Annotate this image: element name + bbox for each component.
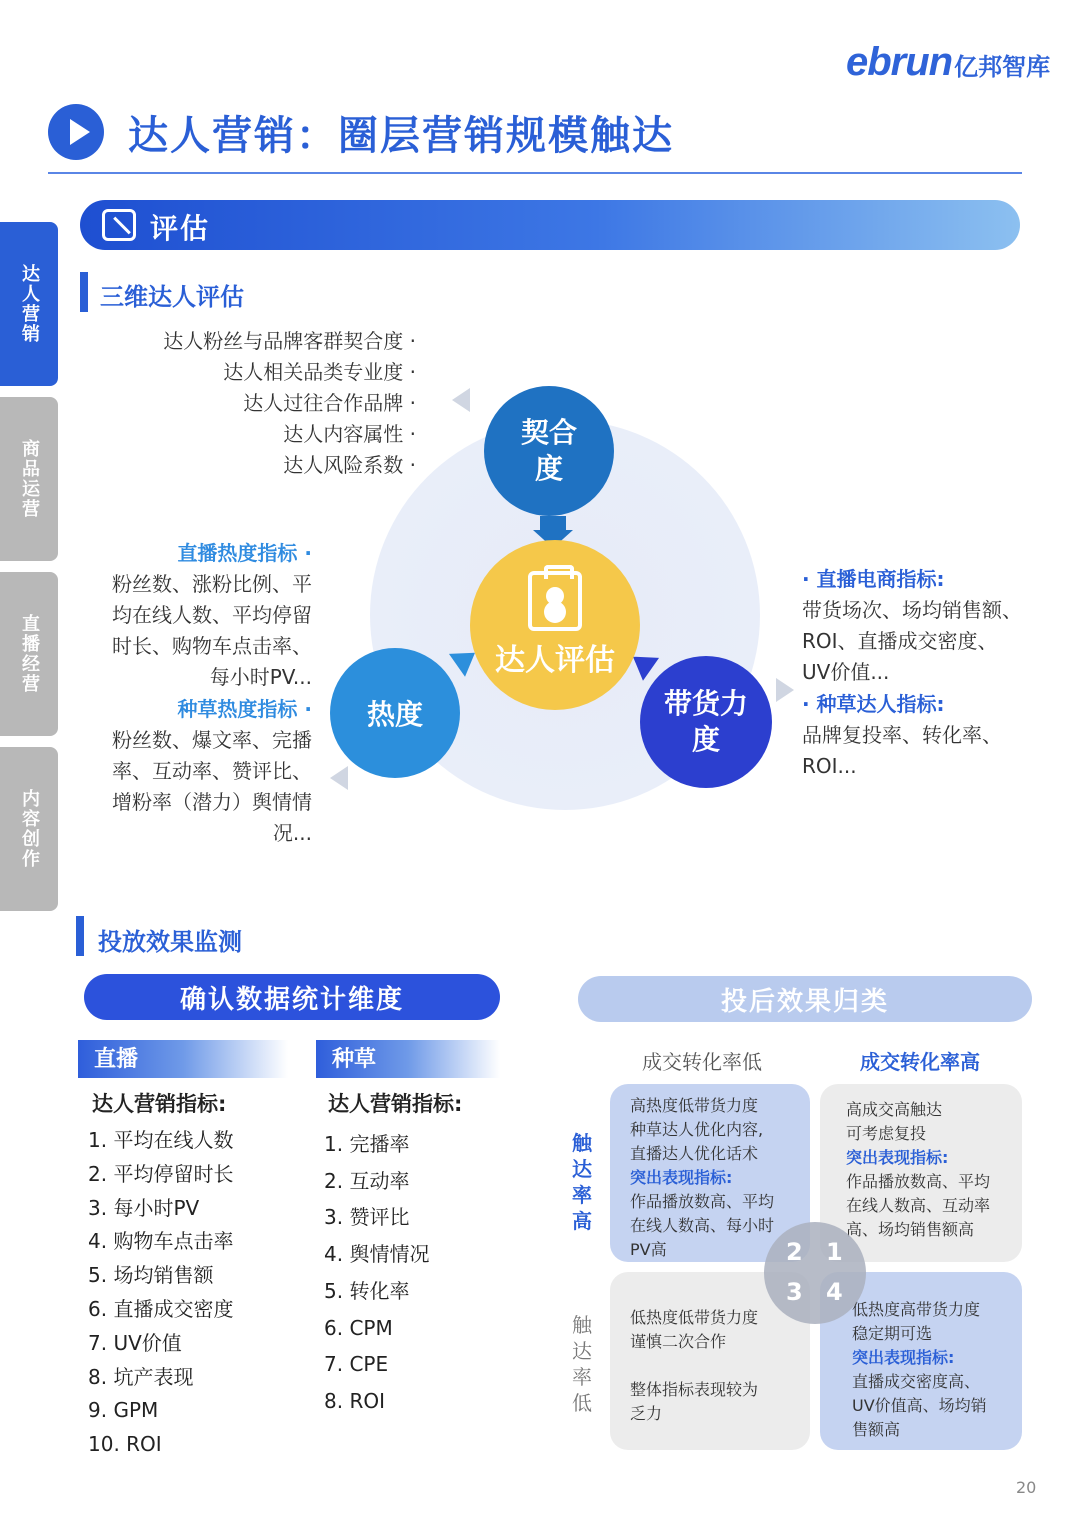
side-tab-product[interactable] [0,397,58,561]
live-sales-title: · 直播电商指标: [802,567,945,591]
side-tab-influencer[interactable] [0,222,58,386]
fit-circle [484,386,614,516]
list-item: 3. 赞评比 [324,1205,410,1230]
quad-line: 低热度高带货力度 [852,1300,981,1319]
side-tab-label: 直播经营 [19,614,40,694]
monitor-title: 投放效果监测 [98,928,242,956]
quad-detail: UV价值高、场均销 [852,1396,987,1415]
list-item: 10. ROI [88,1432,162,1457]
quad-detail: 高、场均销售额高 [846,1220,975,1239]
live-sales-line: 带货场次、场均销售额、 [802,598,1022,622]
list-item: 9. GPM [88,1398,159,1423]
side-tab-label: 达人营销 [19,264,40,344]
fit-item: 达人过往合作品牌 · [243,391,416,415]
list-item: 8. ROI [324,1388,385,1413]
list-item: 2. 互动率 [324,1168,410,1193]
play-icon [48,104,104,160]
center-label: 达人评估 [495,643,615,678]
seed-heat-line: 增粉率（潜力）舆情情 [112,790,312,814]
live-heat-line: 每小时PV... [209,665,312,689]
list-item: 6. 直播成交密度 [88,1296,234,1321]
fit-item: 达人相关品类专业度 · [223,360,416,384]
quad-number-3: 3 [786,1278,803,1306]
seed-subhead: 达人营销指标: [328,1092,463,1116]
list-item: 7. CPE [324,1352,389,1377]
seed-heat-line: 率、互动率、赞评比、 [112,759,312,783]
live-heat-line: 时长、购物车点击率、 [112,634,312,658]
quad-detail: 直播成交密度高、 [852,1372,981,1391]
live-sales-line: UV价值... [802,660,890,684]
seed-sales-line: ROI... [802,754,857,778]
confirm-pill [84,974,500,1020]
quad-detail: 整体指标表现较为 [630,1380,759,1399]
list-item: 1. 平均在线人数 [88,1128,234,1152]
live-heat-title: 直播热度指标 · [177,541,312,565]
page-title: 达人营销：圈层营销规模触达 [128,113,674,159]
seed-heat-line: 粉丝数、爆文率、完播 [112,728,312,752]
classify-pill [578,976,1032,1022]
side-tab-label: 商品运营 [19,439,40,519]
live-heat-line: 均在线人数、平均停留 [112,603,312,627]
quad-line: 低热度低带货力度 [630,1308,759,1327]
quad-detail: 作品播放数高、平均 [630,1192,775,1211]
heat-label: 热度 [366,698,423,731]
quadrant-number-circle [764,1222,866,1324]
quad-detail: 售额高 [852,1420,901,1439]
subtitle-marker [80,272,88,312]
section-bar [80,200,1020,250]
clipboard-person-icon [528,571,582,631]
quad-highlight: 突出表现指标: [630,1168,733,1187]
live-sales-line: ROI、直播成交密度、 [802,629,998,653]
sales-circle [640,656,772,788]
list-item: 5. 转化率 [324,1278,410,1303]
center-circle [470,540,640,710]
quad-line: 可考虑复投 [846,1124,927,1143]
sales-label: 带货力度 [663,687,748,756]
quad-line: 稳定期可选 [852,1324,933,1343]
list-item: 1. 完播率 [324,1132,410,1156]
subtitle-marker [76,916,84,956]
list-item: 2. 平均停留时长 [88,1161,234,1186]
quad-highlight: 突出表现指标: [852,1348,955,1367]
quad-detail: 在线人数高、每小时 [630,1216,775,1235]
list-item: 4. 舆情情况 [324,1242,430,1267]
quad-spacer [630,1354,798,1378]
fit-item: 达人风险系数 · [283,453,416,477]
live-metric-list [88,1124,233,1462]
fit-item: 达人内容属性 · [283,422,416,446]
row-label-low: 触达率低 [572,1313,592,1415]
quad-number-4: 4 [826,1278,843,1306]
live-subhead: 达人营销指标: [92,1092,227,1116]
title-divider [48,172,1022,174]
classify-label: 投后效果归类 [720,986,889,1017]
quad-line: 种草达人优化内容, [630,1120,764,1139]
side-tab-content[interactable] [0,747,58,911]
quad-detail: 在线人数高、互动率 [846,1196,991,1215]
quad-line: 直播达人优化话术 [630,1144,759,1163]
list-item: 6. CPM [324,1315,393,1340]
col-label-low: 成交转化率低 [642,1050,762,1074]
quad-number-2: 2 [786,1238,803,1266]
pointer-right-icon [776,678,794,702]
quad-line: 高成交高触达 [846,1100,943,1119]
side-tab-live[interactable] [0,572,58,736]
quad-detail: 乏力 [630,1404,663,1423]
fit-item: 达人粉丝与品牌客群契合度 · [163,329,416,353]
pointer-left-icon [330,766,348,790]
row-label-high: 触达率高 [572,1131,592,1233]
logo-cn: 亿邦智库 [954,54,1051,81]
live-heat-line: 粉丝数、涨粉比例、平 [112,572,312,596]
confirm-label: 确认数据统计维度 [179,984,404,1015]
seed-heat-line: 况... [272,821,312,845]
edit-icon [102,209,136,241]
side-tab-label: 内容创作 [19,789,40,869]
quad-line: 高热度低带货力度 [630,1096,759,1115]
list-item: 3. 每小时PV [88,1195,200,1220]
quad-highlight: 突出表现指标: [846,1148,949,1167]
seed-column-head: 种草 [316,1040,500,1078]
list-item: 8. 坑产表现 [88,1364,194,1389]
seed-metric-list [324,1126,429,1420]
quad-detail: PV高 [630,1240,667,1259]
list-item: 5. 场均销售额 [88,1263,214,1288]
list-item: 7. UV价值 [88,1330,182,1355]
seed-sales-title: · 种草达人指标: [802,692,945,716]
section-label: 评估 [150,212,211,245]
list-item: 4. 购物车点击率 [88,1229,234,1254]
logo-en: ebrun [846,40,953,84]
pointer-left-icon [452,388,470,412]
heat-circle [330,648,460,778]
live-column-head: 直播 [78,1040,288,1078]
seed-heat-title: 种草热度指标 · [177,697,312,721]
quad-number-1: 1 [826,1238,843,1266]
fit-label: 契合度 [520,416,577,485]
three-dim-title: 三维达人评估 [100,283,244,311]
seed-sales-line: 品牌复投率、转化率、 [802,723,1002,747]
page-number: 20 [1016,1478,1037,1497]
quad-line: 谨慎二次合作 [630,1332,727,1351]
quad-detail: 作品播放数高、平均 [846,1172,991,1191]
col-label-high: 成交转化率高 [860,1050,980,1074]
ebrun-logo [846,40,1050,85]
